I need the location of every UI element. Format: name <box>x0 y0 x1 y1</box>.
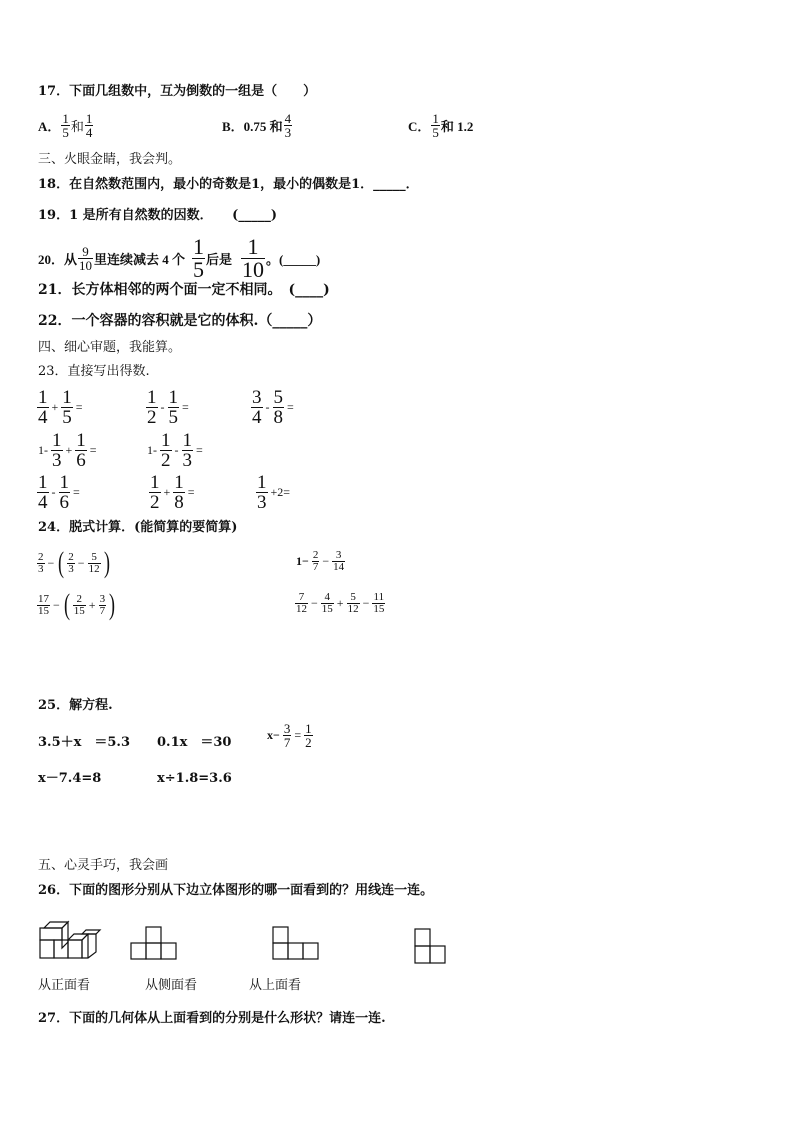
q26-label-top: 从上面看 <box>249 978 302 993</box>
section-5-heading: 五、心灵手巧，我会画 <box>38 858 169 873</box>
option-a-label: A． <box>38 119 61 134</box>
top-view-icon <box>272 925 320 961</box>
q25-eq-5: x÷1.8=3.6 <box>157 771 232 786</box>
q23-expr: 1 3 +2= <box>257 472 291 513</box>
q17-stem: 17．下面几组数中，互为倒数的一组是（ ） <box>38 84 317 99</box>
q26-stem: 26．下面的图形分别从下边立体图形的哪一面看到的？用线连一连。 <box>38 883 434 898</box>
q20: 20．从 9 10 里连续减去 4 个 1 5 后是 1 10 。(_____) <box>38 234 321 282</box>
front-view-icon <box>414 925 448 965</box>
q23-stem: 23．直接写出得数. <box>38 364 150 379</box>
section-4-heading: 四、细心审题，我能算。 <box>38 340 182 355</box>
q17-option-b: B．0.75 和 4 3 <box>222 111 292 140</box>
q17-option-a: A． 1 5 和 1 4 <box>38 111 93 140</box>
q23-expr: 1- 1 3 + 1 6 = <box>38 430 97 471</box>
q23-expr: 1 2 + 1 8 = <box>150 472 195 513</box>
q23-expr: 1 4 - 1 6 = <box>38 472 80 513</box>
q25-eq-3: x− 3 7 = 1 2 <box>267 721 312 750</box>
solid-figure-icon <box>38 918 102 962</box>
q17-option-c: C． 1 5 和 1.2 <box>408 111 474 140</box>
q18: 18．在自然数范围内，最小的奇数是1，最小的偶数是1．_____． <box>38 177 419 192</box>
q24-expr-2: 1− 2 7 − 3 14 <box>296 549 345 573</box>
q25-stem: 25．解方程. <box>38 698 113 713</box>
fraction: 4 3 <box>284 111 292 140</box>
q23-expr: 1 4 + 1 5 = <box>38 387 83 428</box>
section-3-heading: 三、火眼金睛，我会判。 <box>38 152 182 167</box>
q25-eq-1: 3.5＋x ＝5.3 <box>38 735 130 750</box>
q24-expr-3: 17 15 − ( 2 15 + 3 7 ) <box>38 588 116 621</box>
q26-label-side: 从侧面看 <box>145 978 198 993</box>
q21: 21．长方体相邻的两个面一定不相同。 (____) <box>38 282 330 298</box>
fraction: 9 10 <box>79 244 93 273</box>
q24-expr-4: 7 12 − 4 15 + 5 12 − 11 15 <box>296 591 385 615</box>
fraction: 1 4 <box>85 111 93 140</box>
q26-label-front: 从正面看 <box>38 978 91 993</box>
q23-expr: 1 2 - 1 5 = <box>147 387 189 428</box>
q25-eq-2: 0.1x ＝30 <box>157 735 232 750</box>
q22: 22．一个容器的容积就是它的体积.（_____） <box>38 313 322 329</box>
q23-expr: 3 4 - 5 8 = <box>252 387 294 428</box>
q24-stem: 24．脱式计算．(能简算的要简算) <box>38 520 238 535</box>
q19: 19．1 是所有自然数的因数． (_____) <box>38 208 277 223</box>
fraction: 1 10 <box>242 234 265 282</box>
fraction: 1 5 <box>432 111 439 140</box>
q27-stem: 27．下面的几何体从上面看到的分别是什么形状？请连一连. <box>38 1011 386 1026</box>
q23-expr: 1- 1 2 - 1 3 = <box>147 430 203 471</box>
fraction: 1 5 <box>193 234 205 282</box>
q25-eq-4: x－7.4=8 <box>38 771 102 786</box>
side-view-icon <box>130 925 178 961</box>
fraction: 1 5 <box>62 111 69 140</box>
q24-expr-1: 2 3 − ( 2 3 − 5 12 ) <box>38 546 110 579</box>
